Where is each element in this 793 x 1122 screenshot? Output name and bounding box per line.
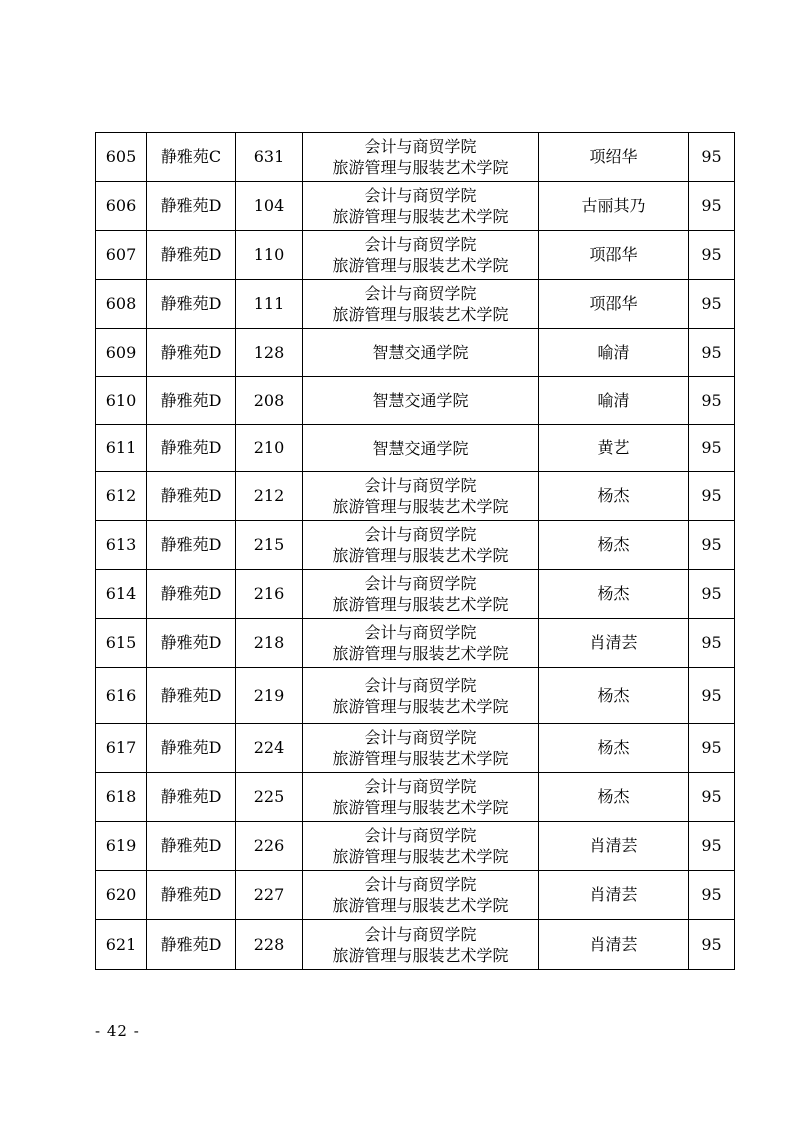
room-cell: 128 (236, 329, 303, 377)
table-row (96, 182, 735, 231)
building-cell: 静雅苑D (147, 773, 236, 822)
college-name: 会计与商贸学院 (364, 728, 477, 747)
college-name: 会计与商贸学院 (364, 875, 477, 894)
college-cell (303, 133, 539, 182)
row-number-cell: 614 (96, 570, 147, 619)
building-cell: 静雅苑D (147, 724, 236, 773)
college-cell (303, 425, 539, 472)
row-number-cell: 612 (96, 472, 147, 521)
score-cell: 95 (689, 724, 735, 773)
inspector-cell: 肖清芸 (539, 822, 689, 871)
inspector-cell: 肖清芸 (539, 920, 689, 970)
room-cell: 215 (236, 521, 303, 570)
score-cell: 95 (689, 773, 735, 822)
row-number-cell: 606 (96, 182, 147, 231)
college-name: 旅游管理与服装艺术学院 (332, 896, 509, 915)
room-cell: 104 (236, 182, 303, 231)
row-number-cell: 617 (96, 724, 147, 773)
building-cell: 静雅苑D (147, 920, 236, 970)
table-body (96, 133, 735, 970)
table-row (96, 822, 735, 871)
dormitory-score-table (95, 132, 735, 970)
inspector-cell: 喻清 (539, 329, 689, 377)
table-row (96, 668, 735, 724)
college-cell (303, 472, 539, 521)
college-name: 会计与商贸学院 (364, 137, 477, 156)
score-cell: 95 (689, 570, 735, 619)
college-name: 会计与商贸学院 (364, 675, 477, 695)
college-name: 旅游管理与服装艺术学院 (332, 945, 509, 965)
room-cell: 224 (236, 724, 303, 773)
college-name: 会计与商贸学院 (364, 777, 477, 796)
inspector-cell: 黄艺 (539, 425, 689, 472)
table-row (96, 724, 735, 773)
college-name: 旅游管理与服装艺术学院 (332, 546, 509, 565)
college-name: 旅游管理与服装艺术学院 (332, 595, 509, 614)
college-cell (303, 231, 539, 280)
inspector-cell: 杨杰 (539, 472, 689, 521)
college-cell (303, 521, 539, 570)
college-name: 旅游管理与服装艺术学院 (332, 256, 509, 275)
college-name: 会计与商贸学院 (364, 826, 477, 845)
table-row (96, 871, 735, 920)
room-cell: 208 (236, 377, 303, 425)
college-name: 会计与商贸学院 (364, 623, 477, 642)
score-cell: 95 (689, 619, 735, 668)
row-number-cell: 610 (96, 377, 147, 425)
inspector-cell: 项绍华 (539, 133, 689, 182)
room-cell: 227 (236, 871, 303, 920)
inspector-cell: 杨杰 (539, 570, 689, 619)
college-name: 旅游管理与服装艺术学院 (332, 847, 509, 866)
page-number: - 42 - (95, 1022, 140, 1040)
college-name: 会计与商贸学院 (364, 284, 477, 303)
room-cell: 218 (236, 619, 303, 668)
building-cell: 静雅苑D (147, 425, 236, 472)
score-cell: 95 (689, 668, 735, 724)
table-row (96, 280, 735, 329)
college-name: 智慧交通学院 (372, 343, 469, 362)
inspector-cell: 肖清芸 (539, 871, 689, 920)
row-number-cell: 613 (96, 521, 147, 570)
score-cell: 95 (689, 329, 735, 377)
college-name: 会计与商贸学院 (364, 924, 477, 944)
college-name: 旅游管理与服装艺术学院 (332, 644, 509, 663)
college-cell (303, 280, 539, 329)
score-cell: 95 (689, 521, 735, 570)
row-number-cell: 619 (96, 822, 147, 871)
college-name: 旅游管理与服装艺术学院 (332, 158, 509, 177)
table-row (96, 377, 735, 425)
row-number-cell: 611 (96, 425, 147, 472)
building-cell: 静雅苑D (147, 871, 236, 920)
college-name: 会计与商贸学院 (364, 186, 477, 205)
college-name: 旅游管理与服装艺术学院 (332, 305, 509, 324)
college-name: 旅游管理与服装艺术学院 (332, 696, 509, 716)
building-cell: 静雅苑D (147, 668, 236, 724)
college-name: 智慧交通学院 (372, 391, 469, 410)
row-number-cell: 616 (96, 668, 147, 724)
inspector-cell: 古丽其乃 (539, 182, 689, 231)
college-cell (303, 182, 539, 231)
score-cell: 95 (689, 231, 735, 280)
table-row (96, 570, 735, 619)
table-row (96, 133, 735, 182)
building-cell: 静雅苑D (147, 521, 236, 570)
score-cell: 95 (689, 182, 735, 231)
college-cell (303, 619, 539, 668)
row-number-cell: 615 (96, 619, 147, 668)
room-cell: 219 (236, 668, 303, 724)
row-number-cell: 605 (96, 133, 147, 182)
college-cell (303, 822, 539, 871)
college-cell (303, 920, 539, 970)
building-cell: 静雅苑C (147, 133, 236, 182)
inspector-cell: 杨杰 (539, 668, 689, 724)
row-number-cell: 621 (96, 920, 147, 970)
room-cell: 212 (236, 472, 303, 521)
table-row (96, 773, 735, 822)
inspector-cell: 杨杰 (539, 773, 689, 822)
building-cell: 静雅苑D (147, 822, 236, 871)
table-row (96, 521, 735, 570)
inspector-cell: 杨杰 (539, 521, 689, 570)
score-cell: 95 (689, 133, 735, 182)
row-number-cell: 609 (96, 329, 147, 377)
building-cell: 静雅苑D (147, 570, 236, 619)
college-name: 旅游管理与服装艺术学院 (332, 497, 509, 516)
building-cell: 静雅苑D (147, 231, 236, 280)
college-name: 旅游管理与服装艺术学院 (332, 207, 509, 226)
college-cell (303, 329, 539, 377)
room-cell: 226 (236, 822, 303, 871)
score-cell: 95 (689, 822, 735, 871)
row-number-cell: 608 (96, 280, 147, 329)
room-cell: 228 (236, 920, 303, 970)
inspector-cell: 杨杰 (539, 724, 689, 773)
score-cell: 95 (689, 377, 735, 425)
college-cell (303, 773, 539, 822)
room-cell: 210 (236, 425, 303, 472)
college-cell (303, 570, 539, 619)
row-number-cell: 618 (96, 773, 147, 822)
college-name: 会计与商贸学院 (364, 525, 477, 544)
college-name: 智慧交通学院 (372, 438, 469, 458)
table-row (96, 231, 735, 280)
college-cell (303, 871, 539, 920)
row-number-cell: 607 (96, 231, 147, 280)
room-cell: 111 (236, 280, 303, 329)
college-cell (303, 724, 539, 773)
inspector-cell: 肖清芸 (539, 619, 689, 668)
score-cell: 95 (689, 280, 735, 329)
score-cell: 95 (689, 920, 735, 970)
building-cell: 静雅苑D (147, 280, 236, 329)
college-name: 会计与商贸学院 (364, 574, 477, 593)
room-cell: 631 (236, 133, 303, 182)
inspector-cell: 喻清 (539, 377, 689, 425)
room-cell: 216 (236, 570, 303, 619)
inspector-cell: 项邵华 (539, 280, 689, 329)
college-cell (303, 377, 539, 425)
score-cell: 95 (689, 472, 735, 521)
building-cell: 静雅苑D (147, 472, 236, 521)
college-name: 旅游管理与服装艺术学院 (332, 798, 509, 817)
building-cell: 静雅苑D (147, 182, 236, 231)
score-cell: 95 (689, 871, 735, 920)
table-row (96, 329, 735, 377)
table-row (96, 920, 735, 970)
college-name: 会计与商贸学院 (364, 476, 477, 495)
table-row (96, 425, 735, 472)
inspector-cell: 项邵华 (539, 231, 689, 280)
room-cell: 110 (236, 231, 303, 280)
building-cell: 静雅苑D (147, 377, 236, 425)
room-cell: 225 (236, 773, 303, 822)
score-cell: 95 (689, 425, 735, 472)
table-row (96, 472, 735, 521)
college-name: 旅游管理与服装艺术学院 (332, 749, 509, 768)
college-name: 会计与商贸学院 (364, 235, 477, 254)
row-number-cell: 620 (96, 871, 147, 920)
table-row (96, 619, 735, 668)
building-cell: 静雅苑D (147, 619, 236, 668)
building-cell: 静雅苑D (147, 329, 236, 377)
college-cell (303, 668, 539, 724)
